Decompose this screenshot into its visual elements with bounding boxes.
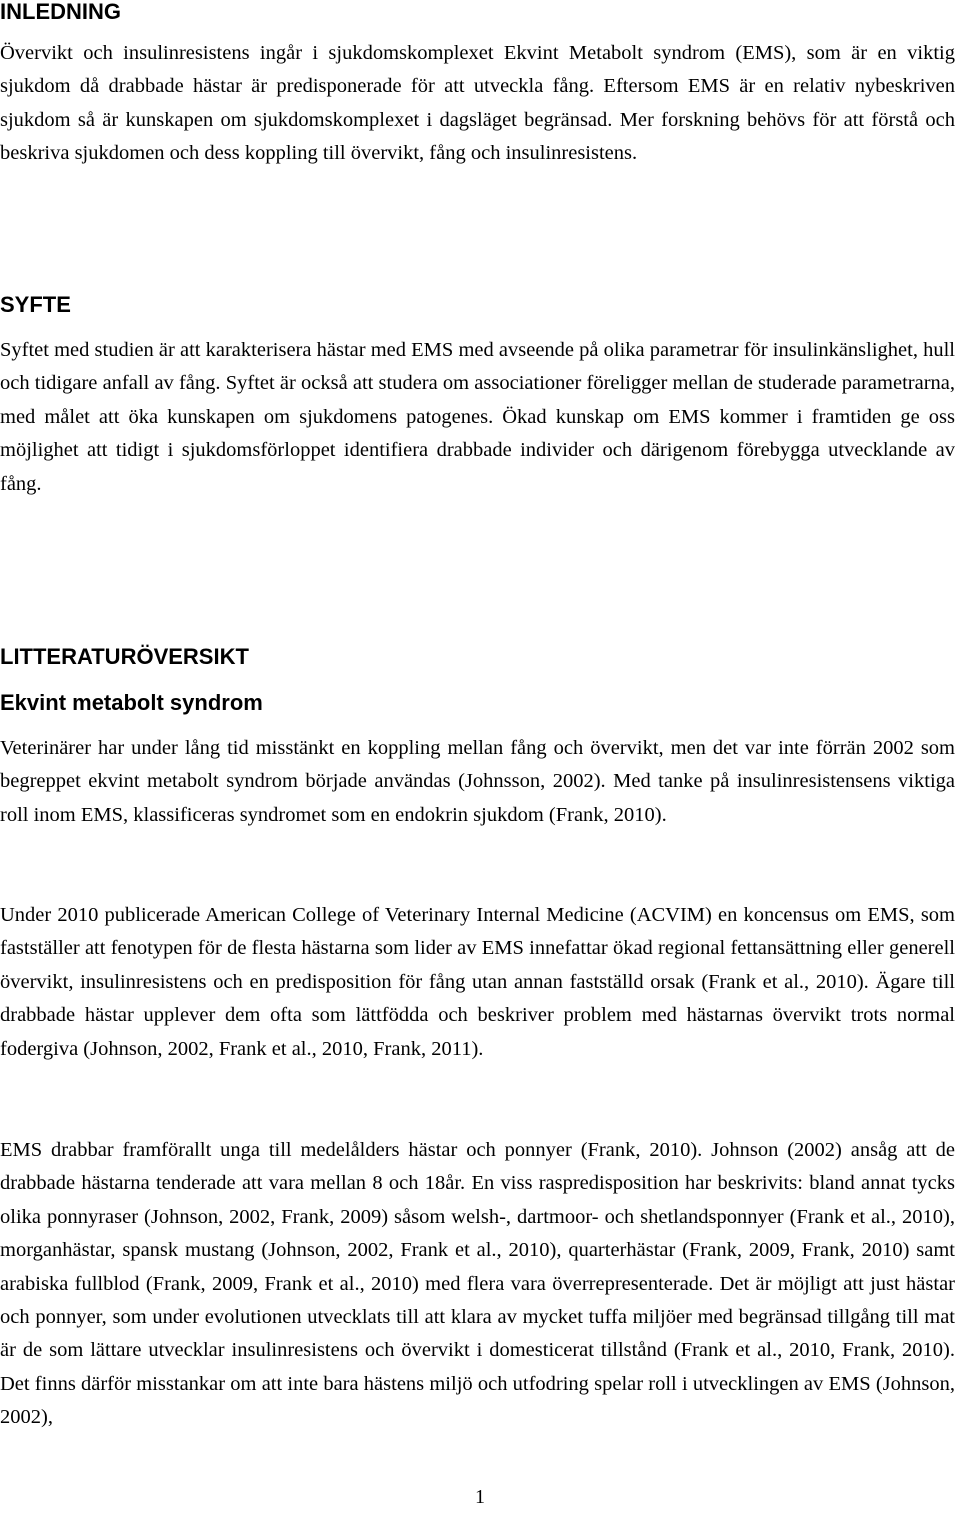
paragraph-litteratur-2: Under 2010 publicerade American College of Veterinary Internal Medicine (ACVIM) en koncensus om EMS, som fastställer att fenotypen för de flesta hästarna som lider av EMS innefattar ökad regional fettansättning eller generell övervikt, insulinresistens och en predisposition för fång utan annan fastställd orsak (Frank et al., 2010). Ägare till drabbade hästar upplever dem ofta som lättfödda och beskriver problem med hästarnas övervikt trots normal fodergiva (Johnson, 2002, Frank et al., 2010, Frank, 2011). <box>0 904 955 1060</box>
paragraph-litteratur-1: Veterinärer har under lång tid misstänkt en koppling mellan fång och övervikt, men det var inte förrän 2002 som begreppet ekvint metabolt syndrom började användas (Johnsson, 2002). Med tanke på insulinresistensens viktiga roll inom EMS, klassificeras syndromet som en endokrin sjukdom (Frank, 2010). <box>0 737 955 826</box>
page-number: 1 <box>475 1486 485 1508</box>
heading-inledning: INLEDNING <box>0 0 121 24</box>
paragraph-inledning: Övervikt och insulinresistens ingår i sjukdomskomplexet Ekvint Metabolt syndrom (EMS), som är en viktig sjukdom då drabbade hästar är predisponerade för att utveckla fång. Eftersom EMS är en relativ nybeskriven sjukdom så är kunskapen om sjukdomskomplexet i dagsläget begränsad. Mer forskning behövs för att förstå och beskriva sjukdomen och dess koppling till övervikt, fång och insulinresistens. <box>0 42 955 165</box>
heading-litteraturoversikt: LITTERATURÖVERSIKT <box>0 644 249 669</box>
paragraph-syfte: Syftet med studien är att karakterisera hästar med EMS med avseende på olika parametrar för insulinkänslighet, hull och tidigare anfall av fång. Syftet är också att studera om associationer föreligger mellan de studerade parametrarna, med målet att öka kunskapen om sjukdomens patogenes. Ökad kunskap om EMS kommer i framtiden ge oss möjlighet att tidigt i sjukdomsförloppet identifiera drabbade individer och därigenom förebygga utvecklande av fång. <box>0 339 955 495</box>
heading-syfte: SYFTE <box>0 292 71 317</box>
subheading-ekvint-metabolt-syndrom: Ekvint metabolt syndrom <box>0 690 263 715</box>
paragraph-litteratur-3: EMS drabbar framförallt unga till medelålders hästar och ponnyer (Frank, 2010). Johnson (2002) ansåg att de drabbade hästarna tenderade att vara mellan 8 och 18år. En viss raspredisposition har beskrivits: bland annat tycks olika ponnyraser (Johnson, 2002, Frank, 2009) såsom welsh-, dartmoor- och shetlandsponnyer (Frank et al., 2010), morganhästar, spansk mustang (Johnson, 2002, Frank et al., 2010), quarterhästar (Frank, 2009, Frank, 2010) samt arabiska fullblod (Frank, 2009, Frank et al., 2010) med flera vara överrepresenterade. Det är möjligt att just hästar och ponnyer, som under evolutionen utvecklats till att klara av mycket tuffa miljöer med begränsad tillgång till mat är de som lättare utvecklar insulinresistens och övervikt i domesticerat tillstånd (Frank et al., 2010, Frank, 2010). Det finns därför misstankar om att inte bara hästens miljö och utfodring spelar roll i utvecklingen av EMS (Johnson, 2002), <box>0 1139 955 1429</box>
